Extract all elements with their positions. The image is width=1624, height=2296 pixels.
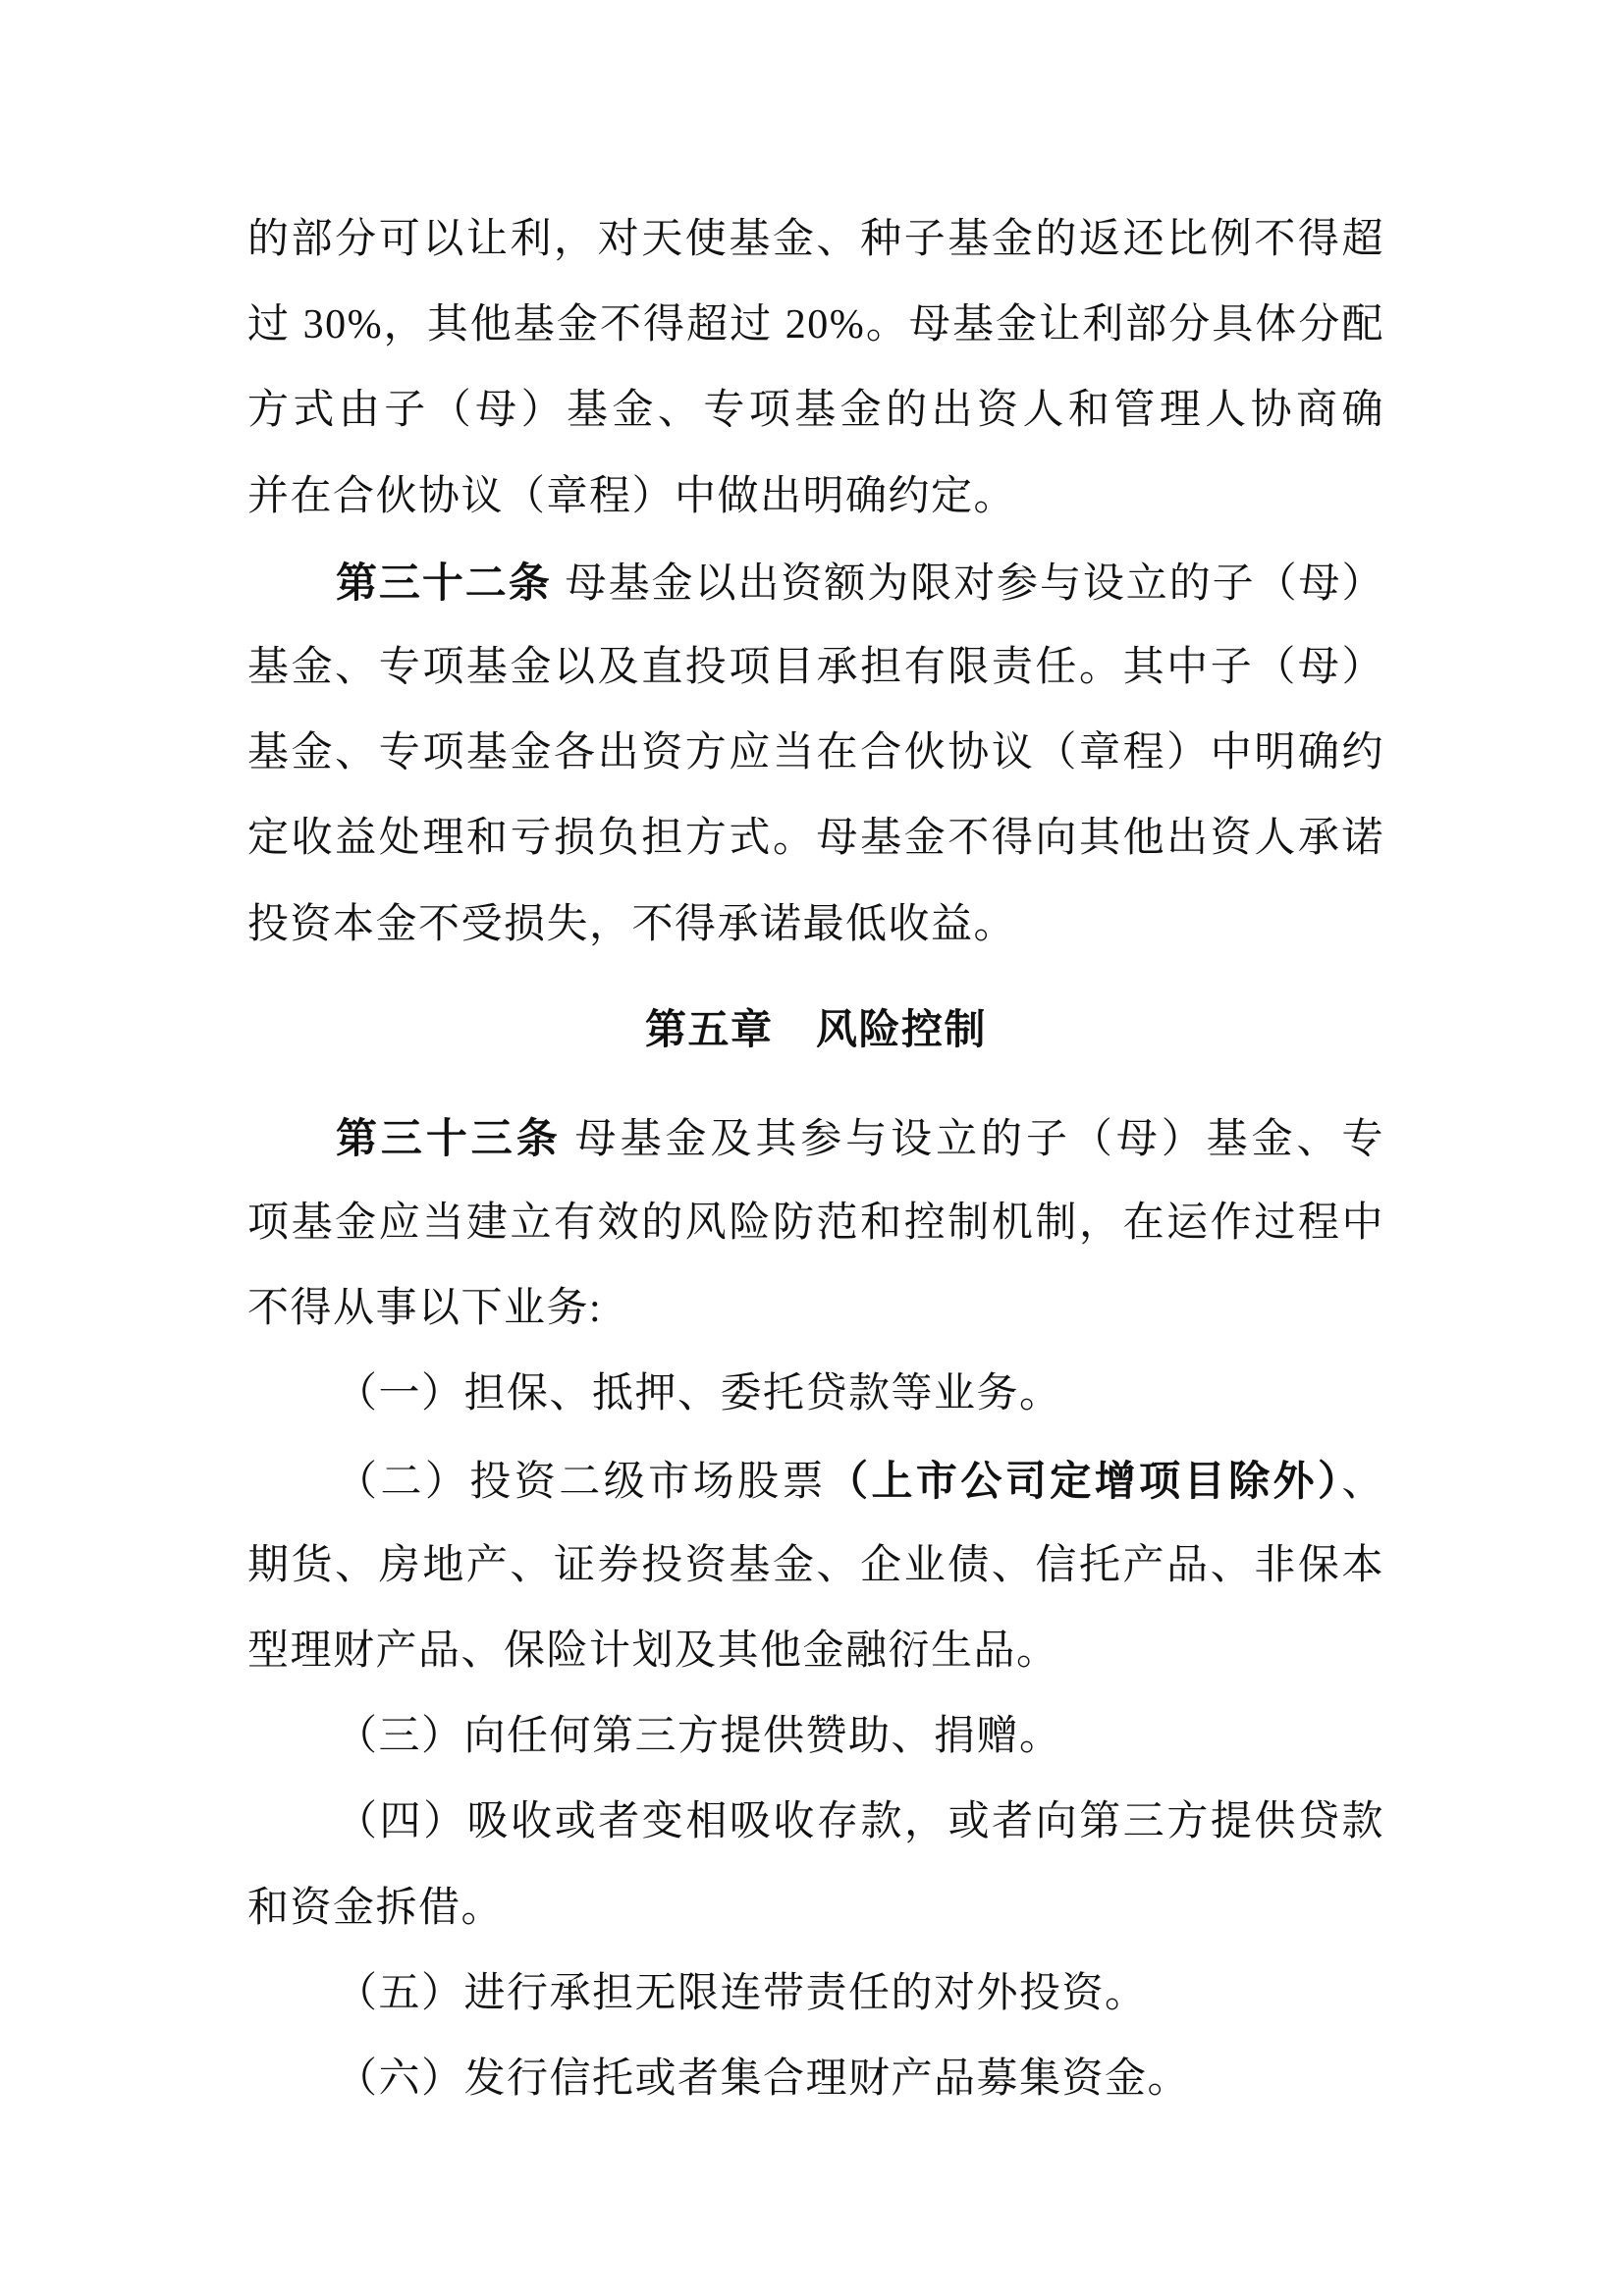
text-line: （一）担保、抵押、委托贷款等业务。 (336, 1371, 1062, 1417)
text-line: （六）发行信托或者集合理财产品募集资金。 (336, 2056, 1191, 2102)
article-text: 母基金以出资额为限对参与设立的子（母） (565, 561, 1384, 607)
text-line: （四）吸收或者变相吸收存款，或者向第三方提供贷款 (336, 1799, 1384, 1845)
article-32 (247, 540, 1384, 968)
list-item (247, 1780, 1384, 1950)
article-text: 母基金及其参与设立的子（母）基金、专 (574, 1116, 1384, 1162)
continuation-paragraph (247, 197, 1384, 540)
text-line: 基金、专项基金各出资方应当在合伙协议（章程）中明确约 (247, 730, 1384, 776)
text-line: 定收益处理和亏损负担方式。母基金不得向其他出资人承诺 (247, 816, 1384, 862)
text-line (247, 1095, 1384, 1181)
text-line: 并在合伙协议（章程）中做出明确约定。 (247, 473, 1017, 519)
prohibited-activities-list (247, 1352, 1384, 2122)
text-line: （三）向任何第三方提供赞助、捐赠。 (336, 1714, 1062, 1760)
article-label: 第三十三条 (336, 1114, 562, 1161)
document-body (247, 197, 1384, 2122)
item-text: （二）投资二级市场股票 (336, 1459, 827, 1505)
text-line: （五）进行承担无限连带责任的对外投资。 (336, 1970, 1148, 2016)
text-line: 期货、房地产、证券投资基金、企业债、信托产品、非保本 (247, 1542, 1384, 1588)
text-line: 型理财产品、保险计划及其他金融衍生品。 (247, 1629, 1059, 1674)
text-line: 基金、专项基金以及直投项目承担有限责任。其中子（母） (247, 644, 1384, 690)
text-line: 过 30%，其他基金不得超过 20%。母基金让利部分具体分配 (247, 302, 1384, 348)
article-33 (247, 1095, 1384, 1353)
text-line: 项基金应当建立有效的风险防范和控制机制，在运作过程中 (247, 1201, 1384, 1247)
article-label: 第三十二条 (336, 559, 552, 606)
item-text: 、 (1341, 1459, 1384, 1505)
list-item (247, 1694, 1384, 1780)
text-line: 方式由子（母）基金、专项基金的出资人和管理人协商确 (247, 388, 1384, 434)
list-item (247, 1951, 1384, 2037)
list-item (247, 1438, 1384, 1695)
text-line: 不得从事以下业务: (247, 1286, 603, 1332)
list-item (247, 1352, 1384, 1437)
text-line: 的部分可以让利，对天使基金、种子基金的返还比例不得超 (247, 217, 1384, 262)
text-line: 投资本金不受损失，不得承诺最低收益。 (247, 901, 1017, 947)
list-item (247, 2037, 1384, 2122)
text-line: 和资金拆借。 (247, 1885, 505, 1931)
chapter-heading: 第五章 风险控制 (644, 1005, 987, 1052)
text-line (247, 1438, 1384, 1523)
text-line (247, 540, 1384, 625)
item-emphasis: （上市公司定增项目除外） (827, 1457, 1342, 1504)
